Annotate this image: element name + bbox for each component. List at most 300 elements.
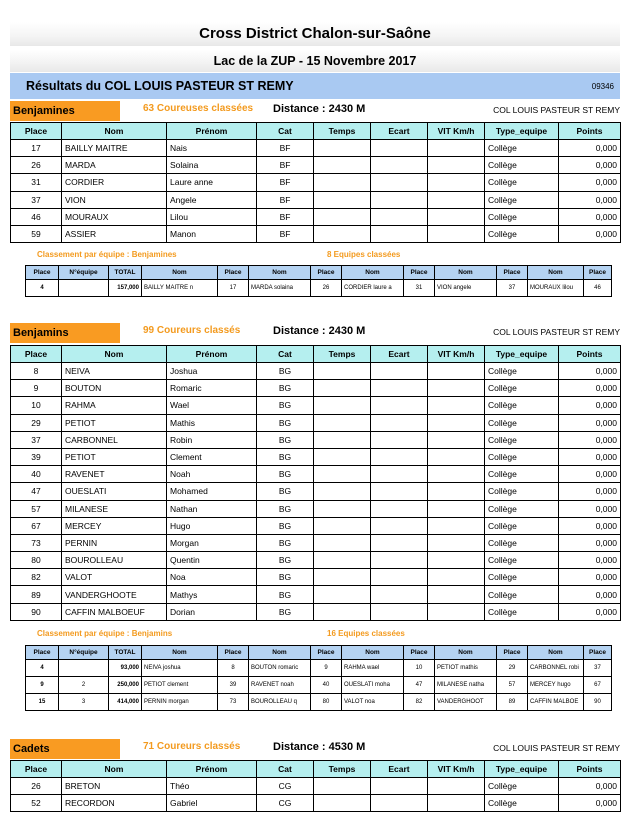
table-cell: BAILLY MAITRE xyxy=(62,140,167,157)
table-cell: Collège xyxy=(485,795,559,812)
section-header-benjamins xyxy=(10,323,620,343)
team-cell: PETIOT mathis xyxy=(435,660,497,677)
distance: Distance : 2430 M xyxy=(273,325,366,337)
column-header: Temps xyxy=(314,346,371,363)
team-cell: 46 xyxy=(584,280,612,297)
column-header: Type_equipe xyxy=(485,123,559,140)
table-cell xyxy=(371,397,428,414)
team-ranking-label: Classement par équipe : Benjamins xyxy=(37,629,173,638)
table-cell: Collège xyxy=(485,140,559,157)
table-header-row xyxy=(11,346,621,363)
column-header: Ecart xyxy=(371,123,428,140)
table-cell xyxy=(314,431,371,448)
team-column-header: Place xyxy=(26,266,59,280)
table-cell: PETIOT xyxy=(62,414,167,431)
table-row xyxy=(11,397,621,414)
team-cell: BOUTON romaric xyxy=(249,660,311,677)
table-cell: 29 xyxy=(11,414,62,431)
club-name: COL LOUIS PASTEUR ST REMY xyxy=(493,105,620,115)
table-cell xyxy=(428,552,485,569)
table-cell: 0,000 xyxy=(559,466,621,483)
table-cell: Noah xyxy=(167,466,257,483)
table-cell: Mathys xyxy=(167,586,257,603)
table-cell xyxy=(428,174,485,191)
table-cell: Collège xyxy=(485,380,559,397)
table-row xyxy=(11,603,621,620)
table-header-row xyxy=(11,123,621,140)
table-cell: Collège xyxy=(485,586,559,603)
column-header: Points xyxy=(559,346,621,363)
team-ranking-label: Classement par équipe : Benjamines xyxy=(37,250,177,259)
table-row xyxy=(11,466,621,483)
table-cell xyxy=(428,569,485,586)
table-cell xyxy=(428,448,485,465)
table-cell: 31 xyxy=(11,174,62,191)
team-cell: 8 xyxy=(218,660,249,677)
table-cell xyxy=(314,500,371,517)
team-column-header: Nom xyxy=(342,266,404,280)
team-column-header: Nom xyxy=(528,646,584,660)
team-column-header: Place xyxy=(404,646,435,660)
team-cell: PETIOT clement xyxy=(142,677,218,694)
table-cell: CARBONNEL xyxy=(62,431,167,448)
table-cell: 82 xyxy=(11,569,62,586)
team-column-header: N°équipe xyxy=(59,646,109,660)
table-cell: Laure anne xyxy=(167,174,257,191)
table-cell: 37 xyxy=(11,431,62,448)
column-header: Ecart xyxy=(371,346,428,363)
section-header-cadets xyxy=(10,739,620,759)
team-cell: 40 xyxy=(311,677,342,694)
table-cell xyxy=(314,140,371,157)
table-cell: BG xyxy=(257,431,314,448)
column-header: VIT Km/h xyxy=(428,123,485,140)
team-cell: MOURAUX lilou xyxy=(528,280,584,297)
table-cell: 0,000 xyxy=(559,225,621,242)
table-cell: NEIVA xyxy=(62,363,167,380)
table-cell: 26 xyxy=(11,157,62,174)
table-cell: BF xyxy=(257,225,314,242)
table-cell: CG xyxy=(257,795,314,812)
table-cell xyxy=(314,795,371,812)
table-cell xyxy=(428,397,485,414)
team-table-benjamines xyxy=(25,265,612,297)
team-cell: MARDA solaina xyxy=(249,280,311,297)
team-column-header: Nom xyxy=(142,266,218,280)
table-cell: 0,000 xyxy=(559,586,621,603)
table-cell: 0,000 xyxy=(559,500,621,517)
table-cell xyxy=(314,380,371,397)
table-cell xyxy=(314,448,371,465)
table-row xyxy=(11,380,621,397)
table-cell: CAFFIN MALBOEUF xyxy=(62,603,167,620)
table-cell: CORDIER xyxy=(62,174,167,191)
table-cell xyxy=(314,225,371,242)
team-cell: 29 xyxy=(497,660,528,677)
table-cell xyxy=(428,483,485,500)
table-cell xyxy=(428,380,485,397)
table-cell: BG xyxy=(257,414,314,431)
table-cell: MERCEY xyxy=(62,517,167,534)
results-label: Résultats du COL LOUIS PASTEUR ST REMY xyxy=(26,79,294,93)
table-cell: Angele xyxy=(167,191,257,208)
table-cell xyxy=(371,586,428,603)
team-ranking-header xyxy=(37,250,597,264)
table-cell: BF xyxy=(257,157,314,174)
runner-count: 63 Coureuses classées xyxy=(143,103,254,114)
table-cell: 0,000 xyxy=(559,778,621,795)
table-cell: BG xyxy=(257,603,314,620)
table-cell: Collège xyxy=(485,174,559,191)
table-cell: Hugo xyxy=(167,517,257,534)
event-title: Cross District Chalon-sur-Saône xyxy=(10,22,620,46)
table-cell: Manon xyxy=(167,225,257,242)
club-name: COL LOUIS PASTEUR ST REMY xyxy=(493,327,620,337)
table-row xyxy=(11,517,621,534)
club-code: 09346 xyxy=(591,82,614,91)
table-cell: 0,000 xyxy=(559,363,621,380)
table-cell: 8 xyxy=(11,363,62,380)
table-cell xyxy=(371,157,428,174)
table-cell xyxy=(428,534,485,551)
table-cell xyxy=(428,603,485,620)
table-cell: MILANESE xyxy=(62,500,167,517)
event-subtitle: Lac de la ZUP - 15 Novembre 2017 xyxy=(10,50,620,72)
team-cell: 57 xyxy=(497,677,528,694)
team-count: 16 Equipes classées xyxy=(327,629,405,638)
team-cell: CORDIER laure a xyxy=(342,280,404,297)
team-cell: RAVENET noah xyxy=(249,677,311,694)
team-cell: RAHMA wael xyxy=(342,660,404,677)
table-cell: VION xyxy=(62,191,167,208)
table-cell: BF xyxy=(257,174,314,191)
table-cell: Théo xyxy=(167,778,257,795)
team-cell: 9 xyxy=(311,660,342,677)
table-cell xyxy=(428,466,485,483)
table-cell: RAVENET xyxy=(62,466,167,483)
team-cell: 90 xyxy=(584,694,612,711)
team-column-header: Place xyxy=(311,266,342,280)
table-cell: 0,000 xyxy=(559,517,621,534)
table-cell: Collège xyxy=(485,157,559,174)
team-cell: 89 xyxy=(497,694,528,711)
column-header: Points xyxy=(559,761,621,778)
table-cell: 0,000 xyxy=(559,208,621,225)
table-cell: VANDERGHOOTE xyxy=(62,586,167,603)
team-row xyxy=(26,660,612,677)
table-cell: 0,000 xyxy=(559,174,621,191)
table-cell: Collège xyxy=(485,483,559,500)
table-cell: 17 xyxy=(11,140,62,157)
team-cell: CAFFIN MALBOE xyxy=(528,694,584,711)
table-cell: BG xyxy=(257,552,314,569)
table-cell: 0,000 xyxy=(559,157,621,174)
table-cell: 39 xyxy=(11,448,62,465)
table-cell xyxy=(428,795,485,812)
table-cell xyxy=(314,466,371,483)
table-cell: BG xyxy=(257,397,314,414)
team-column-header: Place xyxy=(26,646,59,660)
team-column-header: Nom xyxy=(342,646,404,660)
team-header-row xyxy=(26,646,612,660)
table-cell: BOUTON xyxy=(62,380,167,397)
table-cell xyxy=(428,157,485,174)
table-cell: 0,000 xyxy=(559,795,621,812)
table-cell xyxy=(371,552,428,569)
table-row xyxy=(11,157,621,174)
table-cell: Collège xyxy=(485,603,559,620)
team-cell: 4 xyxy=(26,660,59,677)
table-cell xyxy=(371,500,428,517)
column-header: Type_equipe xyxy=(485,346,559,363)
table-cell: Dorian xyxy=(167,603,257,620)
table-cell: 0,000 xyxy=(559,191,621,208)
table-cell: 9 xyxy=(11,380,62,397)
table-cell: BF xyxy=(257,140,314,157)
table-cell xyxy=(371,431,428,448)
table-cell xyxy=(371,448,428,465)
team-cell: 9 xyxy=(26,677,59,694)
table-cell: MOURAUX xyxy=(62,208,167,225)
table-cell: 0,000 xyxy=(559,569,621,586)
table-cell: Clement xyxy=(167,448,257,465)
distance: Distance : 2430 M xyxy=(273,103,366,115)
table-cell: BG xyxy=(257,517,314,534)
team-cell: MILANESE natha xyxy=(435,677,497,694)
table-cell: Collège xyxy=(485,191,559,208)
table-cell: 89 xyxy=(11,586,62,603)
table-cell: 26 xyxy=(11,778,62,795)
team-cell: PERNIN morgan xyxy=(142,694,218,711)
team-cell: 37 xyxy=(497,280,528,297)
category-label: Cadets xyxy=(10,739,120,759)
table-cell xyxy=(428,414,485,431)
team-column-header: Place xyxy=(311,646,342,660)
team-cell: VALOT noa xyxy=(342,694,404,711)
table-cell xyxy=(371,363,428,380)
table-cell: Collège xyxy=(485,397,559,414)
table-cell xyxy=(428,225,485,242)
team-row xyxy=(26,280,612,297)
table-cell xyxy=(371,191,428,208)
table-row xyxy=(11,552,621,569)
table-cell xyxy=(314,191,371,208)
table-cell: Collège xyxy=(485,363,559,380)
team-column-header: Nom xyxy=(435,266,497,280)
table-cell: Collège xyxy=(485,500,559,517)
table-cell: BG xyxy=(257,586,314,603)
table-cell xyxy=(371,380,428,397)
table-cell: 52 xyxy=(11,795,62,812)
column-header: Nom xyxy=(62,123,167,140)
table-row xyxy=(11,483,621,500)
runner-count: 99 Coureurs classés xyxy=(143,325,241,336)
team-cell xyxy=(59,660,109,677)
column-header: Place xyxy=(11,761,62,778)
table-row xyxy=(11,586,621,603)
table-cell xyxy=(428,208,485,225)
results-table-benjamins xyxy=(10,345,621,621)
table-cell xyxy=(314,517,371,534)
table-cell: Romaric xyxy=(167,380,257,397)
team-cell: 157,000 xyxy=(109,280,142,297)
table-cell: MARDA xyxy=(62,157,167,174)
table-cell xyxy=(371,517,428,534)
team-column-header: Place xyxy=(404,266,435,280)
table-cell: 0,000 xyxy=(559,140,621,157)
team-cell: OUESLATI moha xyxy=(342,677,404,694)
table-cell: BG xyxy=(257,380,314,397)
team-column-header: Place xyxy=(584,646,612,660)
table-cell xyxy=(314,157,371,174)
table-header-row xyxy=(11,761,621,778)
column-header: Nom xyxy=(62,761,167,778)
table-row xyxy=(11,500,621,517)
team-cell: 10 xyxy=(404,660,435,677)
table-cell: Collège xyxy=(485,778,559,795)
table-cell xyxy=(314,208,371,225)
team-column-header: TOTAL xyxy=(109,266,142,280)
team-column-header: Nom xyxy=(249,646,311,660)
table-cell xyxy=(371,603,428,620)
table-cell xyxy=(428,140,485,157)
team-cell: VANDERGHOOT xyxy=(435,694,497,711)
table-row xyxy=(11,569,621,586)
table-row xyxy=(11,795,621,812)
team-cell: 67 xyxy=(584,677,612,694)
table-cell: Collège xyxy=(485,225,559,242)
team-cell: 4 xyxy=(26,280,59,297)
table-cell: Robin xyxy=(167,431,257,448)
table-row xyxy=(11,431,621,448)
table-cell: Collège xyxy=(485,431,559,448)
column-header: Cat xyxy=(257,761,314,778)
table-cell xyxy=(314,414,371,431)
table-row xyxy=(11,778,621,795)
table-cell: 40 xyxy=(11,466,62,483)
team-cell: 250,000 xyxy=(109,677,142,694)
table-cell: 0,000 xyxy=(559,397,621,414)
table-cell: 73 xyxy=(11,534,62,551)
table-cell xyxy=(371,483,428,500)
table-cell: CG xyxy=(257,778,314,795)
team-cell xyxy=(59,280,109,297)
table-row xyxy=(11,225,621,242)
team-column-header: Place xyxy=(218,266,249,280)
table-cell: Quentin xyxy=(167,552,257,569)
table-cell xyxy=(371,414,428,431)
team-cell: 3 xyxy=(59,694,109,711)
team-cell: CARBONNEL robi xyxy=(528,660,584,677)
team-cell: 73 xyxy=(218,694,249,711)
table-cell xyxy=(314,569,371,586)
team-cell: BOUROLLEAU q xyxy=(249,694,311,711)
table-cell xyxy=(428,191,485,208)
team-row xyxy=(26,694,612,711)
team-ranking-header xyxy=(37,629,597,643)
table-cell xyxy=(371,174,428,191)
table-cell: Collège xyxy=(485,208,559,225)
table-cell: BG xyxy=(257,500,314,517)
table-cell xyxy=(371,534,428,551)
team-cell: 2 xyxy=(59,677,109,694)
table-row xyxy=(11,363,621,380)
table-cell: 59 xyxy=(11,225,62,242)
table-cell: Lilou xyxy=(167,208,257,225)
table-cell xyxy=(371,569,428,586)
team-cell: MERCEY hugo xyxy=(528,677,584,694)
column-header: Temps xyxy=(314,761,371,778)
table-cell: PETIOT xyxy=(62,448,167,465)
team-column-header: Place xyxy=(497,646,528,660)
table-cell: Joshua xyxy=(167,363,257,380)
table-cell: 0,000 xyxy=(559,603,621,620)
column-header: Prénom xyxy=(167,761,257,778)
team-cell: 26 xyxy=(311,280,342,297)
table-cell: 0,000 xyxy=(559,534,621,551)
table-cell: BG xyxy=(257,483,314,500)
column-header: Cat xyxy=(257,123,314,140)
table-row xyxy=(11,140,621,157)
table-cell xyxy=(428,431,485,448)
table-cell: BF xyxy=(257,191,314,208)
table-cell: VALOT xyxy=(62,569,167,586)
table-cell xyxy=(371,466,428,483)
table-row xyxy=(11,448,621,465)
column-header: Type_equipe xyxy=(485,761,559,778)
team-column-header: Place xyxy=(584,266,612,280)
table-cell xyxy=(428,363,485,380)
category-label: Benjamins xyxy=(10,323,120,343)
column-header: Prénom xyxy=(167,346,257,363)
results-bar xyxy=(10,73,620,99)
table-cell: 57 xyxy=(11,500,62,517)
club-name: COL LOUIS PASTEUR ST REMY xyxy=(493,743,620,753)
table-cell xyxy=(314,483,371,500)
table-cell: 0,000 xyxy=(559,552,621,569)
table-cell: 0,000 xyxy=(559,448,621,465)
team-cell: 39 xyxy=(218,677,249,694)
table-row xyxy=(11,174,621,191)
team-table-benjamins xyxy=(25,645,612,711)
table-cell: BOUROLLEAU xyxy=(62,552,167,569)
table-cell xyxy=(371,795,428,812)
table-cell xyxy=(428,517,485,534)
table-cell: ASSIER xyxy=(62,225,167,242)
team-header-row xyxy=(26,266,612,280)
results-table-cadets xyxy=(10,760,621,812)
table-cell xyxy=(314,778,371,795)
table-cell: Collège xyxy=(485,534,559,551)
table-cell: Collège xyxy=(485,552,559,569)
table-cell: 0,000 xyxy=(559,483,621,500)
table-cell xyxy=(314,534,371,551)
team-column-header: Nom xyxy=(435,646,497,660)
team-column-header: TOTAL xyxy=(109,646,142,660)
table-cell: 80 xyxy=(11,552,62,569)
team-cell: 414,000 xyxy=(109,694,142,711)
team-cell: 31 xyxy=(404,280,435,297)
team-column-header: Nom xyxy=(249,266,311,280)
team-cell: 93,000 xyxy=(109,660,142,677)
team-column-header: N°équipe xyxy=(59,266,109,280)
table-cell: BG xyxy=(257,466,314,483)
team-cell: 82 xyxy=(404,694,435,711)
table-cell: Mathis xyxy=(167,414,257,431)
table-cell: Nais xyxy=(167,140,257,157)
team-cell: 80 xyxy=(311,694,342,711)
table-cell: 0,000 xyxy=(559,414,621,431)
